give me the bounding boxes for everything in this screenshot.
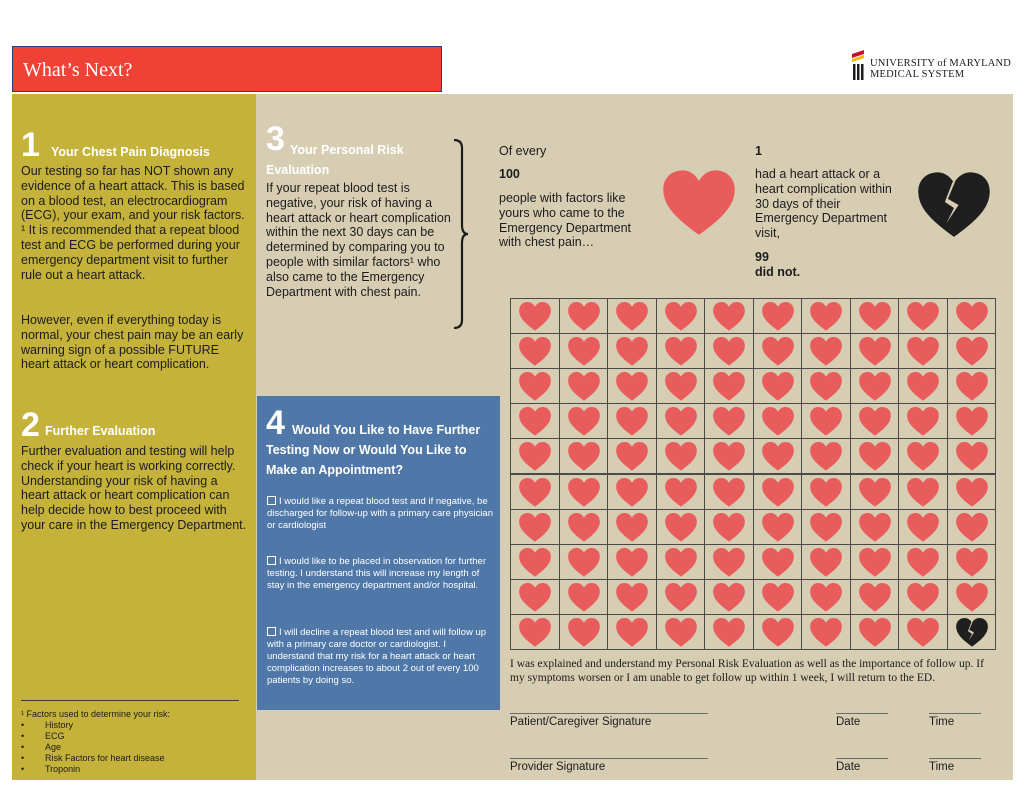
heart-icon (955, 441, 989, 472)
section4-heading: Would You Like to Have Further Testing Now or Would You Like to Make an Appointment? (266, 423, 481, 477)
heart-icon (615, 441, 649, 472)
heart-icon (858, 512, 892, 543)
stat-people-text: people with factors like yours who came to the Emergency Department with chest pain… (499, 191, 632, 250)
option-label: I would like a repeat blood test and if negative, be discharged for follow-up with a primary care physician or cardiologist (267, 496, 493, 531)
heart-icon (761, 547, 795, 578)
grid-cell (656, 579, 706, 615)
heart-icon (567, 441, 601, 472)
heart-icon (664, 512, 698, 543)
heart-icon (858, 441, 892, 472)
grid-cell (607, 474, 657, 510)
heart-icon (809, 617, 843, 648)
heart-icon (809, 441, 843, 472)
heart-icon (858, 336, 892, 367)
provider-time-label: Time (929, 761, 955, 773)
footnote-item: • Age (21, 742, 62, 752)
heart-icon (955, 582, 989, 613)
heart-icon (615, 406, 649, 437)
heart-icon (615, 582, 649, 613)
heart-icon (615, 371, 649, 402)
heart-icon (955, 547, 989, 578)
patient-date-line[interactable] (836, 713, 888, 714)
grid-cell (656, 333, 706, 369)
stat-had-text: had a heart attack or a heart complication within 30 days of their Emergency Department visit, (755, 167, 892, 241)
heart-icon (712, 512, 746, 543)
grid-cell (510, 438, 560, 474)
heart-icon (567, 336, 601, 367)
grid-cell (898, 614, 948, 650)
heart-icon (906, 477, 940, 508)
section1-para2: However, even if everything today is normal, your chest pain may be an early warning sign of a possible FUTURE heart attack or heart complication. (21, 313, 244, 372)
grid-cell (559, 544, 609, 580)
grid-cell (850, 438, 900, 474)
grid-cell (753, 333, 803, 369)
grid-cell (656, 298, 706, 334)
grid-cell (656, 544, 706, 580)
heart-icon (567, 582, 601, 613)
logo-mark-icon (850, 48, 866, 82)
heart-icon (761, 441, 795, 472)
heart-icon (906, 512, 940, 543)
heart-grid (510, 298, 995, 649)
grid-cell (947, 474, 997, 510)
grid-cell (753, 544, 803, 580)
heart-icon (906, 617, 940, 648)
heart-icon (567, 301, 601, 332)
heart-icon (518, 336, 552, 367)
grid-cell (510, 333, 560, 369)
heart-icon (809, 371, 843, 402)
grid-cell (656, 509, 706, 545)
heart-icon (615, 301, 649, 332)
provider-signature-label: Provider Signature (510, 761, 606, 773)
grid-cell (559, 579, 609, 615)
grid-cell (850, 333, 900, 369)
grid-cell (510, 474, 560, 510)
stat-did-not: did not. (755, 265, 801, 279)
grid-cell (607, 368, 657, 404)
grid-cell (704, 474, 754, 510)
grid-cell (753, 614, 803, 650)
heart-icon (664, 441, 698, 472)
option-decline[interactable] (267, 627, 493, 687)
grid-cell (850, 298, 900, 334)
grid-cell (559, 333, 609, 369)
grid-cell (704, 544, 754, 580)
heart-icon (858, 582, 892, 613)
grid-cell (850, 368, 900, 404)
grid-cell (947, 368, 997, 404)
heart-icon (906, 336, 940, 367)
grid-cell (801, 474, 851, 510)
grid-cell (559, 403, 609, 439)
heart-icon (518, 301, 552, 332)
grid-cell (850, 509, 900, 545)
heart-icon (567, 477, 601, 508)
heart-icon (809, 582, 843, 613)
grid-cell (559, 509, 609, 545)
heart-icon (615, 617, 649, 648)
grid-cell (850, 403, 900, 439)
option-repeat-test[interactable] (267, 496, 493, 532)
grid-cell (898, 438, 948, 474)
heart-icon (664, 406, 698, 437)
section2-heading: Further Evaluation (45, 424, 156, 438)
stat-one: 1 (755, 144, 762, 158)
section1-heading: Your Chest Pain Diagnosis (51, 145, 210, 159)
provider-date-line[interactable] (836, 758, 888, 759)
grid-cell (898, 544, 948, 580)
grid-cell (801, 544, 851, 580)
heart-icon (567, 406, 601, 437)
heart-icon (518, 477, 552, 508)
grid-cell (947, 579, 997, 615)
grid-cell (607, 579, 657, 615)
grid-cell (607, 614, 657, 650)
heart-icon (518, 617, 552, 648)
grid-cell (801, 614, 851, 650)
heart-icon (664, 336, 698, 367)
grid-cell (850, 614, 900, 650)
heart-icon (906, 547, 940, 578)
heart-icon (518, 582, 552, 613)
footnote-divider (21, 700, 239, 701)
logo-line1: UNIVERSITY of MARYLAND (870, 58, 1012, 69)
grid-cell (656, 403, 706, 439)
grid-cell (801, 403, 851, 439)
heart-icon (761, 301, 795, 332)
footnote-list (21, 720, 165, 775)
heart-icon (615, 477, 649, 508)
grid-cell (801, 298, 851, 334)
heart-icon (809, 512, 843, 543)
heart-icon (712, 477, 746, 508)
footnote-title: ¹ Factors used to determine your risk: (21, 709, 171, 719)
option-label: I would like to be placed in observation for further testing. I understand this will increase my length of stay in the emergency department and/or hospital. (267, 556, 487, 591)
grid-cell (559, 438, 609, 474)
heart-icon (858, 547, 892, 578)
grid-cell (898, 368, 948, 404)
grid-cell (656, 614, 706, 650)
heart-icon (906, 301, 940, 332)
grid-cell (607, 403, 657, 439)
grid-cell (801, 509, 851, 545)
heart-icon (567, 617, 601, 648)
grid-cell (753, 298, 803, 334)
grid-cell (510, 579, 560, 615)
grid-cell (704, 614, 754, 650)
grid-cell (753, 368, 803, 404)
grid-cell (753, 438, 803, 474)
heart-icon (712, 371, 746, 402)
grid-cell (607, 544, 657, 580)
grid-cell (559, 298, 609, 334)
patient-time-line[interactable] (929, 713, 981, 714)
grid-cell (704, 509, 754, 545)
grid-cell (607, 298, 657, 334)
grid-cell (704, 438, 754, 474)
heart-icon (712, 336, 746, 367)
heart-icon (615, 336, 649, 367)
heart-icon (712, 547, 746, 578)
heart-icon (712, 406, 746, 437)
heart-icon (906, 406, 940, 437)
grid-cell (656, 438, 706, 474)
acknowledgement-text: I was explained and understand my Personal Risk Evaluation as well as the importance of follow up. If my symptoms worsen or I am unable to get follow up within 1 week, I will return to the ED. (510, 658, 984, 684)
grid-cell (898, 509, 948, 545)
section3-para: If your repeat blood test is negative, your risk of having a heart attack or heart complication within the next 30 days can be determined by comparing you to people with similar factors¹ who also came to the Emergency Department with chest pain. (266, 181, 451, 299)
heart-icon (858, 617, 892, 648)
grid-cell (898, 298, 948, 334)
section3-heading: Your Personal Risk Evaluation (266, 143, 404, 177)
heart-icon (955, 512, 989, 543)
title-bar (12, 46, 442, 92)
heart-icon (809, 406, 843, 437)
grid-cell (947, 438, 997, 474)
heart-icon (518, 371, 552, 402)
grid-cell (898, 474, 948, 510)
heart-icon (567, 512, 601, 543)
heart-icon (955, 336, 989, 367)
section2-para: Further evaluation and testing will help check if your heart is working correctly. Understanding your risk of having a heart attack or heart complication can help decide how to best proceed with your care in the Emergency Department. (21, 444, 247, 532)
university-logo (850, 46, 1012, 84)
heart-icon (567, 547, 601, 578)
grid-cell (850, 474, 900, 510)
heart-icon (664, 617, 698, 648)
grid-cell (753, 579, 803, 615)
grid-cell (947, 509, 997, 545)
broken-heart-icon (955, 617, 989, 648)
heart-icon (712, 441, 746, 472)
patient-signature-line[interactable] (510, 713, 708, 714)
heart-icon (664, 582, 698, 613)
grid-cell (704, 333, 754, 369)
grid-cell (510, 298, 560, 334)
bracket-icon (452, 139, 470, 329)
option-label: I will decline a repeat blood test and will follow up with a primary care doctor or cardiologist. I understand that my risk for a heart attack or heart complication increases to about 2 out of every 100 patients by doing so. (267, 627, 487, 686)
heart-icon (761, 512, 795, 543)
grid-cell (898, 403, 948, 439)
patient-time-label: Time (929, 716, 955, 728)
heart-icon (955, 371, 989, 402)
grid-cell (510, 403, 560, 439)
stat-ninety-nine: 99 (755, 250, 769, 264)
footnote-item: • ECG (21, 731, 65, 741)
heart-icon (809, 336, 843, 367)
heart-icon (712, 582, 746, 613)
section3-number: 3 (266, 120, 285, 158)
heart-icon (567, 371, 601, 402)
heart-icon (661, 168, 737, 238)
heart-icon (858, 406, 892, 437)
page-title: What’s Next? (23, 59, 133, 81)
grid-cell (510, 368, 560, 404)
heart-icon (761, 582, 795, 613)
stat-of-every: Of every (499, 144, 547, 158)
heart-icon (858, 301, 892, 332)
heart-icon (809, 547, 843, 578)
section1-number: 1 (21, 126, 40, 164)
section4-panel (257, 396, 500, 710)
heart-icon (615, 512, 649, 543)
grid-cell (801, 438, 851, 474)
heart-icon (518, 512, 552, 543)
grid-cell (704, 298, 754, 334)
heart-icon (664, 477, 698, 508)
heart-icon (615, 547, 649, 578)
grid-cell (510, 509, 560, 545)
heart-icon (761, 371, 795, 402)
heart-icon (858, 371, 892, 402)
grid-cell (704, 403, 754, 439)
footnote-item: • History (21, 720, 74, 730)
grid-cell (753, 509, 803, 545)
grid-cell (510, 614, 560, 650)
provider-date-label: Date (836, 761, 861, 773)
section1-para1: Our testing so far has NOT shown any evidence of a heart attack. This is based on a blood test, an electrocardiogram (ECG), your exam, and your risk factors. ¹ It is recommended that a repeat blood test and ECG be performed during your emergency department visit to further rule out a heart attack. (21, 164, 245, 282)
grid-cell (801, 579, 851, 615)
grid-cell (656, 474, 706, 510)
grid-cell (607, 509, 657, 545)
checkbox-icon[interactable] (267, 496, 276, 505)
section2-number: 2 (21, 406, 40, 444)
section4-number: 4 (266, 404, 285, 442)
grid-cell (753, 403, 803, 439)
grid-cell (607, 333, 657, 369)
grid-cell (801, 333, 851, 369)
patient-signature-label: Patient/Caregiver Signature (510, 716, 652, 728)
grid-cell (947, 298, 997, 334)
heart-icon (761, 617, 795, 648)
patient-date-label: Date (836, 716, 861, 728)
grid-cell (559, 614, 609, 650)
grid-cell (607, 438, 657, 474)
heart-icon (518, 406, 552, 437)
provider-signature-line[interactable] (510, 758, 708, 759)
grid-cell (898, 579, 948, 615)
grid-cell (850, 544, 900, 580)
grid-cell (898, 333, 948, 369)
heart-icon (809, 301, 843, 332)
footnote-item: • Troponin (21, 764, 81, 774)
broken-heart-icon (916, 170, 992, 240)
option-observation[interactable] (267, 556, 493, 592)
heart-icon (955, 406, 989, 437)
grid-cell (947, 544, 997, 580)
grid-cell (559, 474, 609, 510)
heart-icon (955, 477, 989, 508)
logo-line2: MEDICAL SYSTEM (870, 69, 965, 80)
heart-icon (761, 336, 795, 367)
heart-icon (955, 301, 989, 332)
checkbox-icon[interactable] (267, 627, 276, 636)
grid-cell (947, 403, 997, 439)
grid-cell (850, 579, 900, 615)
heart-icon (518, 547, 552, 578)
heart-icon (906, 371, 940, 402)
grid-cell-broken (947, 614, 997, 650)
heart-icon (761, 477, 795, 508)
provider-time-line[interactable] (929, 758, 981, 759)
heart-icon (761, 406, 795, 437)
heart-icon (906, 441, 940, 472)
grid-cell (801, 368, 851, 404)
heart-icon (664, 371, 698, 402)
checkbox-icon[interactable] (267, 556, 276, 565)
heart-icon (906, 582, 940, 613)
grid-cell (510, 544, 560, 580)
heart-icon (712, 301, 746, 332)
grid-cell (947, 333, 997, 369)
heart-icon (809, 477, 843, 508)
footnote-item: • Risk Factors for heart disease (21, 753, 165, 763)
stat-hundred: 100 (499, 167, 520, 181)
grid-cell (656, 368, 706, 404)
heart-icon (518, 441, 552, 472)
grid-cell (704, 579, 754, 615)
heart-icon (712, 617, 746, 648)
heart-icon (664, 301, 698, 332)
grid-cell (704, 368, 754, 404)
grid-cell (753, 474, 803, 510)
grid-cell (559, 368, 609, 404)
heart-icon (664, 547, 698, 578)
heart-icon (858, 477, 892, 508)
